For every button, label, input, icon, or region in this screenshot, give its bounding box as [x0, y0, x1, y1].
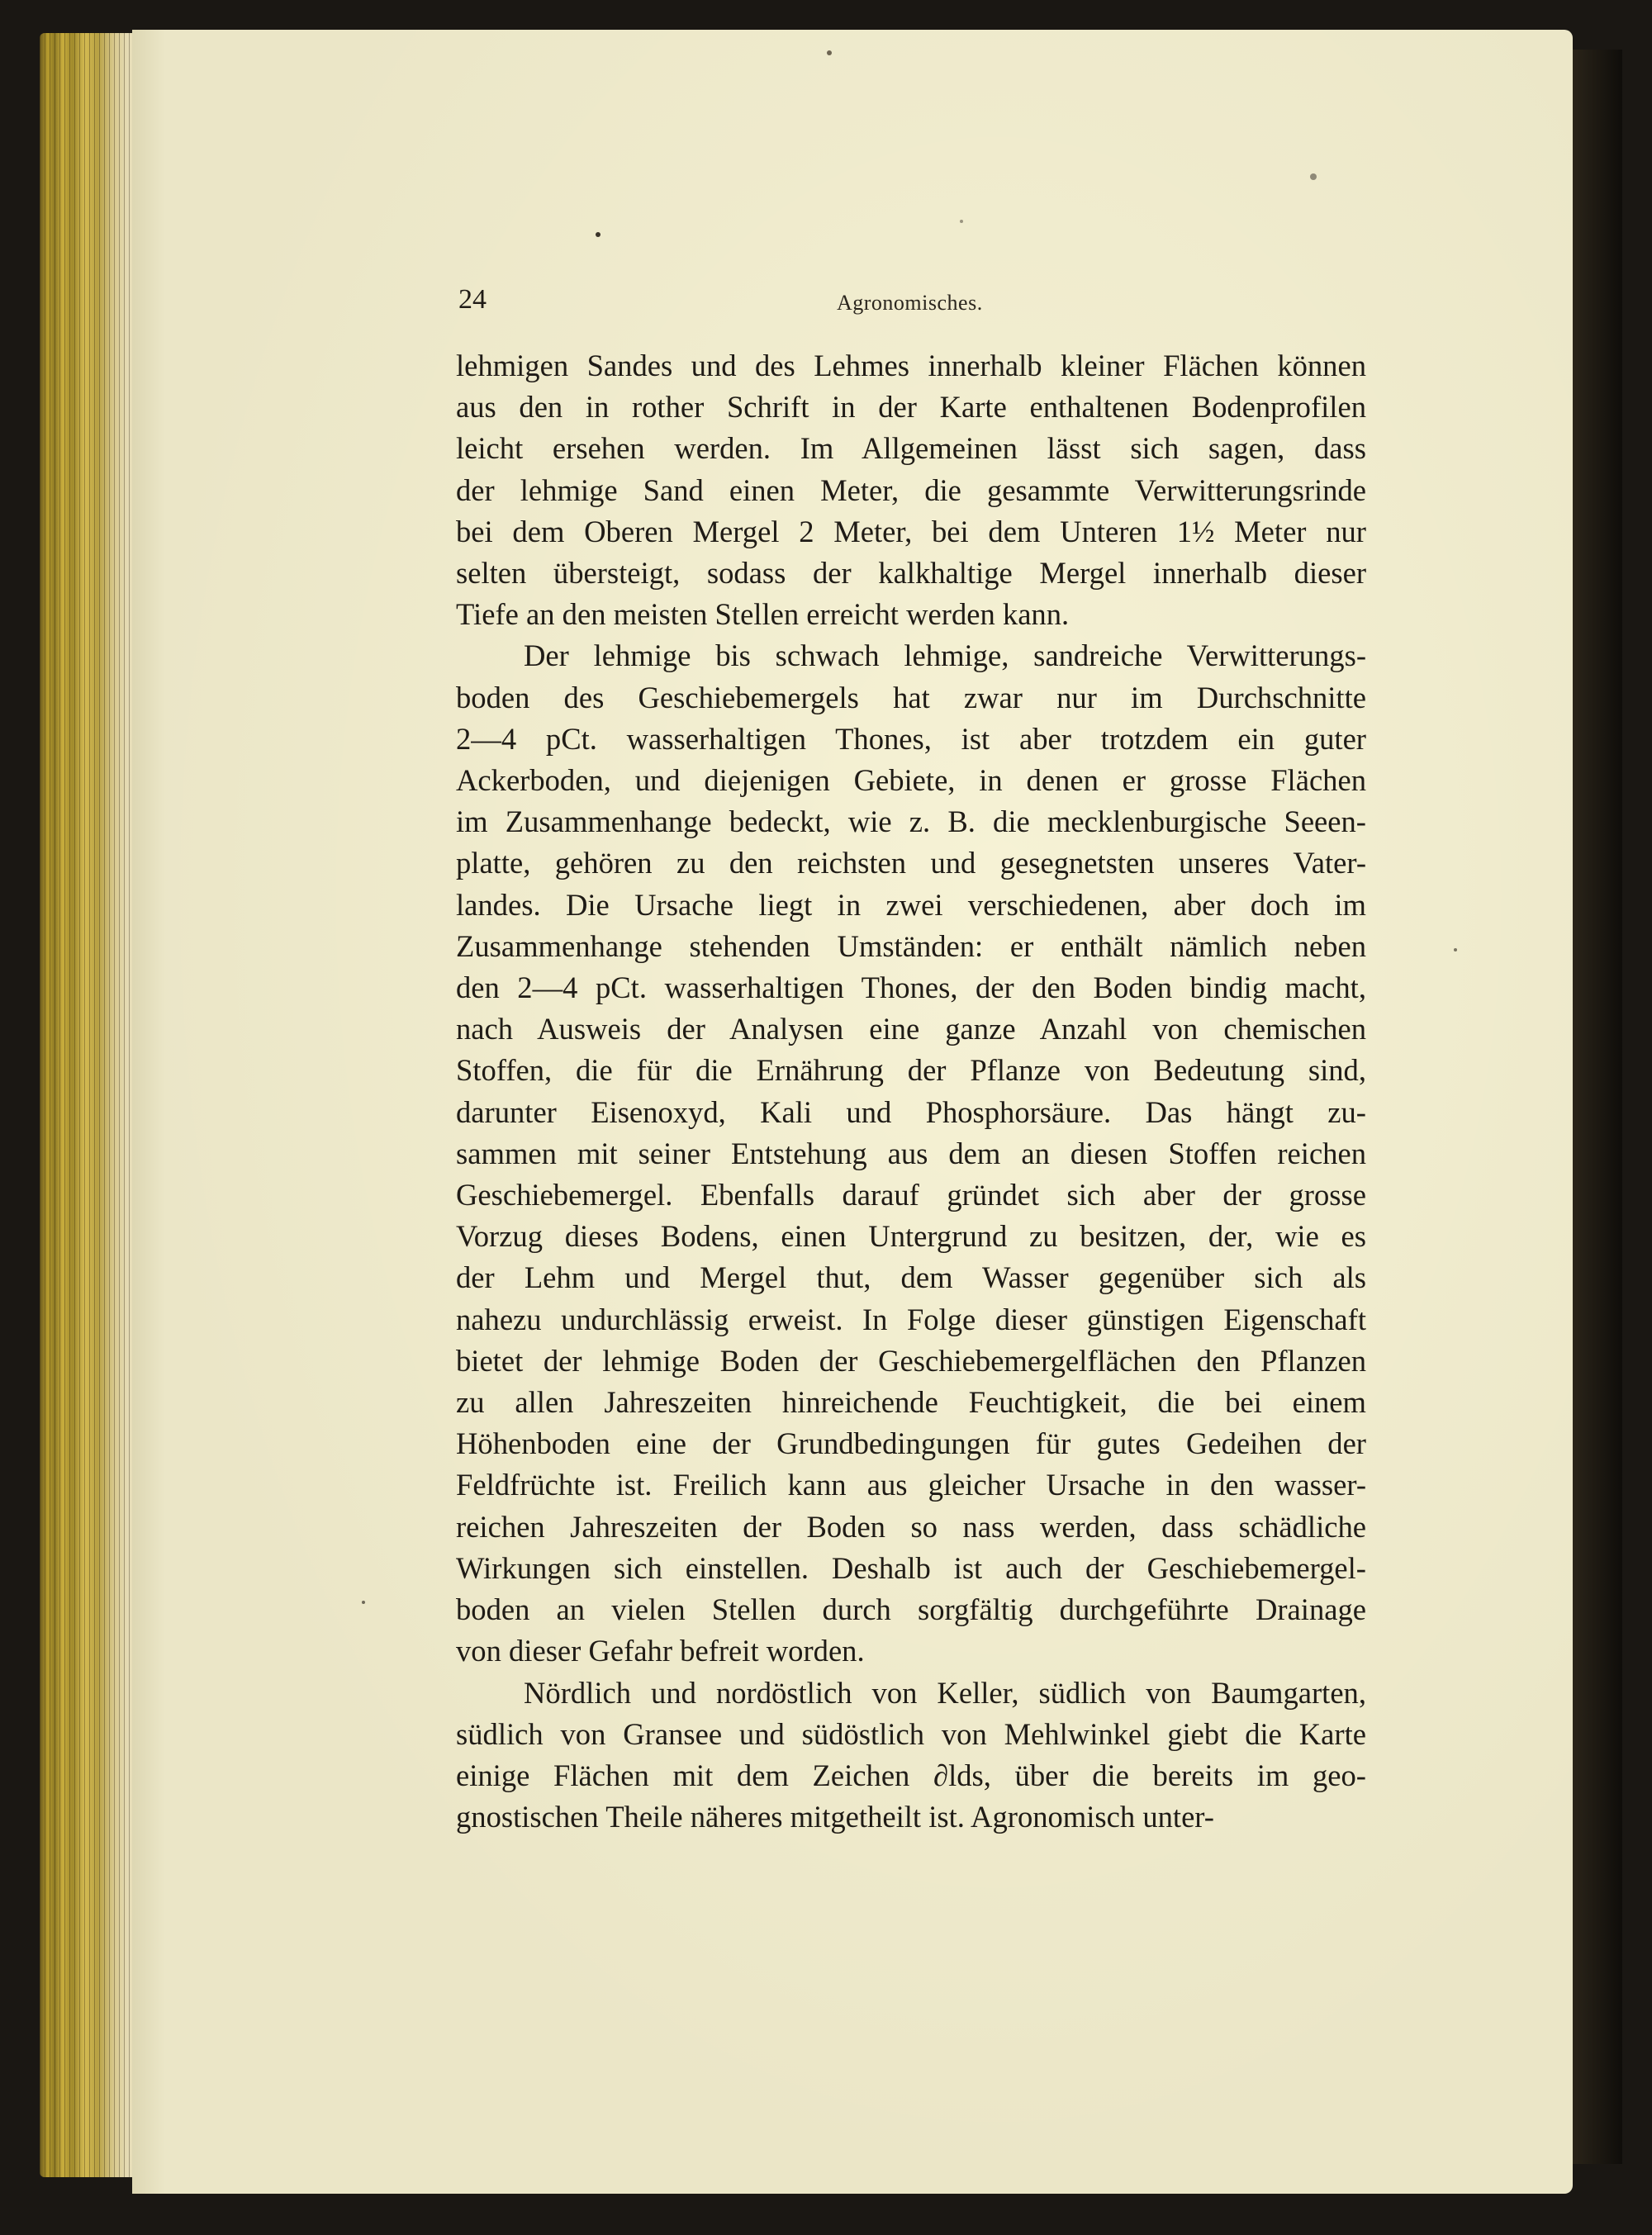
text-line: platte, gehören zu den reichsten und gesegnetsten unseres Vater-	[456, 846, 1366, 880]
text-line: leicht ersehen werden. Im Allgemeinen lässt sich sagen, dass	[456, 431, 1366, 466]
text-line: Ackerboden, und diejenigen Gebiete, in denen er grosse Flächen	[456, 763, 1366, 798]
text-line: nach Ausweis der Analysen eine ganze Anzahl von chemischen	[456, 1012, 1366, 1046]
text-line: nahezu undurchlässig erweist. In Folge dieser günstigen Eigenschaft	[456, 1302, 1366, 1336]
text-line: Tiefe an den meisten Stellen erreicht werden kann.	[456, 597, 1070, 632]
text-line: zu allen Jahreszeiten hinreichende Feuchtigkeit, die bei einem	[456, 1385, 1366, 1420]
text-line: der lehmige Sand einen Meter, die gesammte Verwitterungsrinde	[456, 472, 1366, 507]
text-line: bei dem Oberen Mergel 2 Meter, bei dem Unteren 1½ Meter nur	[456, 514, 1366, 548]
paragraph	[456, 1673, 1366, 1839]
text-line: südlich von Gransee und südöstlich von Mehlwinkel giebt die Karte	[456, 1716, 1366, 1751]
text-line: lehmigen Sandes und des Lehmes innerhalb kleiner Flächen können	[456, 349, 1366, 382]
text-line: Der lehmige bis schwach lehmige, sandreiche Verwitterungs-	[524, 638, 1366, 673]
text-line: selten übersteigt, sodass der kalkhaltige Mergel innerhalb dieser	[456, 556, 1366, 591]
text-line: gnostischen Theile näheres mitgetheilt ist. Agronomisch unter-	[456, 1800, 1214, 1834]
text-line: den 2—4 pCt. wasserhaltigen Thones, der den Boden bindig macht,	[456, 970, 1366, 1005]
text-line: sammen mit seiner Entstehung aus dem an diesen Stoffen reichen	[456, 1136, 1366, 1170]
page-header	[458, 284, 1367, 325]
facing-page-edge	[1573, 50, 1622, 2164]
paragraph	[456, 345, 1366, 635]
text-line: bietet der lehmige Boden der Geschiebemergelflächen den Pflanzen	[456, 1343, 1366, 1378]
text-line: reichen Jahreszeiten der Boden so nass werden, dass schädliche	[456, 1509, 1366, 1544]
text-line: 2—4 pCt. wasserhaltigen Thones, ist aber trotzdem ein guter	[456, 721, 1366, 756]
text-line: boden des Geschiebemergels hat zwar nur im Durchschnitte	[456, 680, 1366, 714]
paragraph	[456, 635, 1366, 1672]
body-text	[456, 345, 1366, 1838]
page-number: 24	[458, 284, 487, 315]
text-line: Feldfrüchte ist. Freilich kann aus gleicher Ursache in den wasser-	[456, 1468, 1366, 1502]
text-line: Stoffen, die für die Ernährung der Pflanze von Bedeutung sind,	[456, 1053, 1366, 1088]
text-line: boden an vielen Stellen durch sorgfältig durchgeführte Drainage	[456, 1592, 1366, 1627]
text-line: Wirkungen sich einstellen. Deshalb ist auch der Geschiebemergel-	[456, 1550, 1366, 1585]
text-line: im Zusammenhange bedeckt, wie z. B. die mecklenburgische Seeen-	[456, 804, 1366, 839]
text-line: Geschiebemergel. Ebenfalls darauf gründet sich aber der grosse	[456, 1178, 1366, 1212]
text-line: einige Flächen mit dem Zeichen ∂lds, über die bereits im geo-	[456, 1758, 1366, 1792]
text-line: Nördlich und nordöstlich von Keller, südlich von Baumgarten,	[524, 1675, 1366, 1710]
text-line: darunter Eisenoxyd, Kali und Phosphorsäure. Das hängt zu-	[456, 1094, 1366, 1129]
text-line: von dieser Gefahr befreit worden.	[456, 1634, 865, 1668]
text-line: landes. Die Ursache liegt in zwei verschiedenen, aber doch im	[456, 887, 1366, 922]
text-line: aus den in rother Schrift in der Karte enthaltenen Bodenprofilen	[456, 390, 1366, 425]
text-line: der Lehm und Mergel thut, dem Wasser gegenüber sich als	[456, 1260, 1366, 1295]
book-page-edge-lines	[40, 33, 137, 2177]
text-line: Höhenboden eine der Grundbedingungen für gutes Gedeihen der	[456, 1426, 1366, 1461]
text-line: Vorzug dieses Bodens, einen Untergrund zu besitzen, der, wie es	[456, 1219, 1366, 1254]
running-head: Agronomisches.	[837, 291, 983, 315]
text-line: Zusammenhange stehenden Umständen: er enthält nämlich neben	[456, 928, 1366, 963]
